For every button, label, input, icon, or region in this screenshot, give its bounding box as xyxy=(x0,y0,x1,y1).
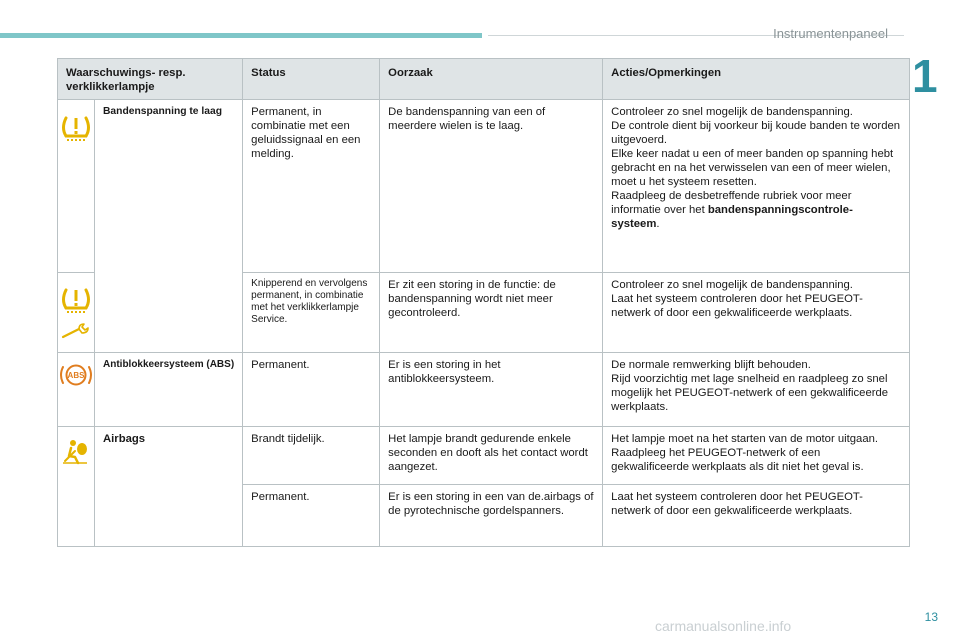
action-text: Controleer zo snel mogelijk de bandenspanning. De controle dient bij voorkeur bij koude banden te worden uitgevoerd. Elke keer nadat u een of meer banden op spanning hebt gebracht en na het verwisselen van een of meer wielen, moet u het systeem resetten. Raadpleeg de desbetreffende rubriek voor meer informatie over het xyxy=(611,106,901,216)
warning-lights-table xyxy=(57,58,910,547)
lamp-label: Antiblokkeersysteem (ABS) xyxy=(95,353,243,427)
tire-pressure-warning-icon xyxy=(59,114,93,142)
icon-cell xyxy=(58,353,95,427)
cause-cell: Er is een storing in een van de.airbags of de pyrotechnische gordelspanners. xyxy=(380,485,603,547)
status-cell: Permanent. xyxy=(243,353,380,427)
airbag-icon xyxy=(61,437,91,465)
tire-pressure-warning-icon xyxy=(59,286,93,314)
lamp-label: Bandenspanning te laag xyxy=(95,100,243,353)
status-cell: Permanent. xyxy=(243,485,380,547)
wrench-icon xyxy=(61,322,91,340)
action-cell: Het lampje moet na het starten van de motor uitgaan. Raadpleeg het PEUGEOT-netwerk of een gekwalificeerde werkplaats als dit niet het geval is. xyxy=(603,427,910,485)
action-cell: Controleer zo snel mogelijk de bandenspanning. Laat het systeem controleren door het PEUGEOT-netwerk of door een gekwalificeerde werkplaats. xyxy=(603,273,910,353)
page-number: 13 xyxy=(924,610,938,624)
watermark: carmanualsonline.info xyxy=(655,618,792,634)
action-bold-term: bandenspanningscontrole-systeem xyxy=(611,204,853,230)
action-cell xyxy=(603,100,910,273)
lamp-label: Airbags xyxy=(95,427,243,547)
table-row xyxy=(58,353,910,427)
column-header-actions: Acties/Opmerkingen xyxy=(603,59,910,100)
svg-text:ABS: ABS xyxy=(67,371,85,380)
icon-cell xyxy=(58,273,95,353)
header-accent-bar xyxy=(0,33,482,38)
status-cell: Permanent, in combinatie met een geluidssignaal en een melding. xyxy=(243,100,380,273)
action-cell: Laat het systeem controleren door het PEUGEOT-netwerk of door een gekwalificeerde werkplaats. xyxy=(603,485,910,547)
abs-icon xyxy=(58,363,94,387)
status-cell: Knipperend en vervolgens permanent, in combinatie met het verklikkerlampje Service. xyxy=(243,273,380,353)
table-row xyxy=(58,100,910,273)
cause-cell: Het lampje brandt gedurende enkele seconden en dooft als het contact wordt aangezet. xyxy=(380,427,603,485)
icon-cell xyxy=(58,427,95,547)
column-header-status: Status xyxy=(243,59,380,100)
cause-cell: Er is een storing in het antiblokkeersysteem. xyxy=(380,353,603,427)
column-header-cause: Oorzaak xyxy=(380,59,603,100)
cause-cell: De bandenspanning van een of meerdere wielen is te laag. xyxy=(380,100,603,273)
section-title: Instrumentenpaneel xyxy=(773,26,888,41)
status-cell: Brandt tijdelijk. xyxy=(243,427,380,485)
column-header-lamp: Waarschuwings- resp. verklikkerlampje xyxy=(58,59,243,100)
action-text-end: . xyxy=(656,218,660,230)
table-row xyxy=(58,427,910,485)
action-cell: De normale remwerking blijft behouden. Rijd voorzichtig met lage snelheid en raadpleeg zo snel mogelijk het PEUGEOT-netwerk of een gekwalificeerde werkplaats. xyxy=(603,353,910,427)
cause-cell: Er zit een storing in de functie: de bandenspanning wordt niet meer gecontroleerd. xyxy=(380,273,603,353)
chapter-number: 1 xyxy=(912,50,938,102)
icon-cell xyxy=(58,100,95,273)
table-header-row xyxy=(58,59,910,100)
